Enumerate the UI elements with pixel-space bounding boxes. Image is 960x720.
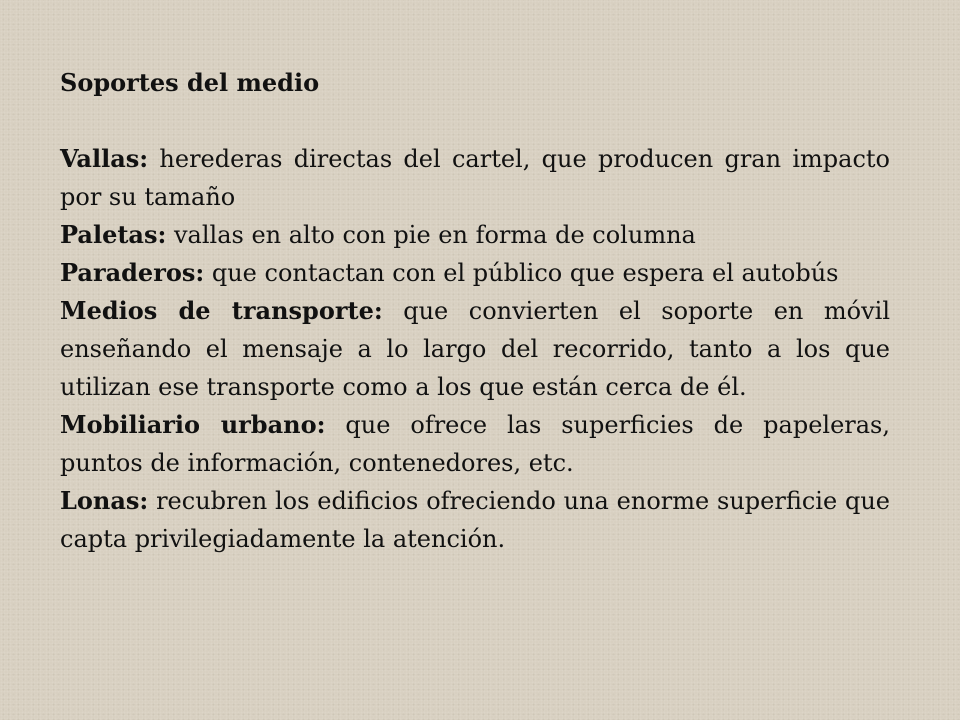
list-item-medios-de-transporte [60,292,890,406]
item-text: recubren los edificios ofreciendo una enorme superficie que capta privilegiadamente la atención. [60,487,890,553]
item-term: Mobiliario urbano: [60,410,326,439]
item-text: que contactan con el público que espera el autobús [204,259,839,287]
list-item-mobiliario-urbano [60,406,890,482]
list-item-paletas [60,216,890,254]
item-text: vallas en alto con pie en forma de columna [166,221,696,249]
item-text: que convierten el soporte en móvil enseñando el mensaje a lo largo del recorrido, tanto a los que utilizan ese transporte como a los que están cerca de él. [60,297,890,401]
item-term: Medios de transporte: [60,296,383,325]
slide-title: Soportes del medio [60,68,320,97]
item-text: que ofrece las superficies de papeleras, puntos de información, contenedores, etc. [60,411,890,477]
item-term: Vallas: [60,144,149,173]
list-item-paraderos [60,254,890,292]
item-term: Lonas: [60,486,149,515]
list-item-vallas [60,140,890,216]
item-term: Paletas: [60,220,167,249]
item-text: herederas directas del cartel, que producen gran impacto por su tamaño [60,145,890,211]
list-item-lonas [60,482,890,558]
item-term: Paraderos: [60,258,205,287]
slide-content [60,64,890,558]
